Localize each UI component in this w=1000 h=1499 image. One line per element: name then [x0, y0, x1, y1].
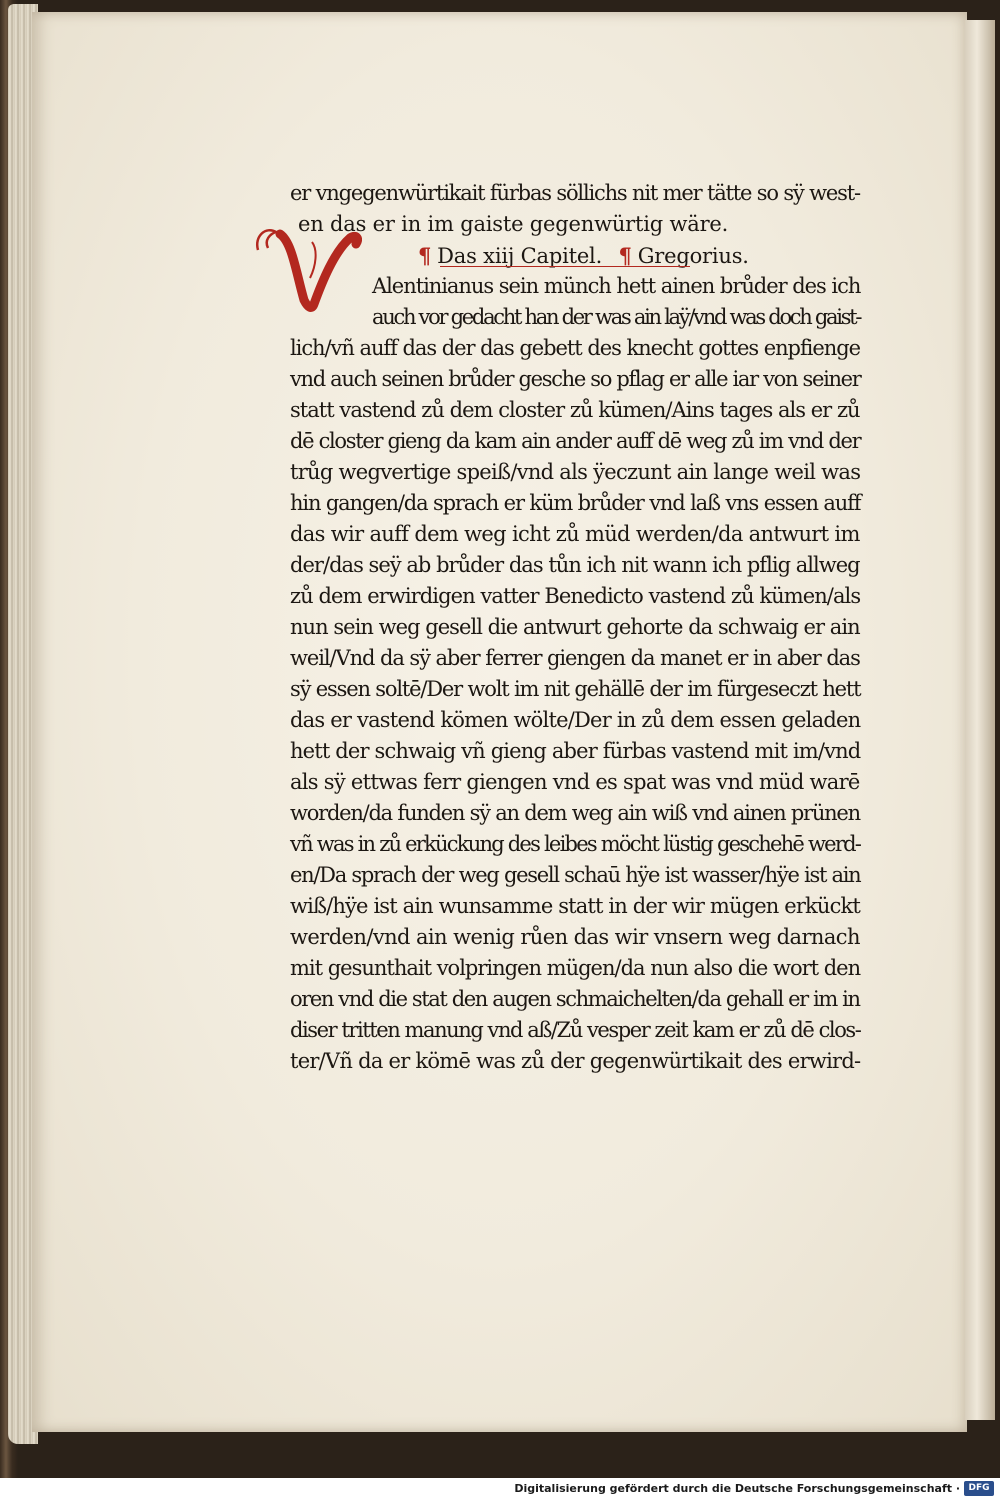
text-line: vnd auch seinen brůder gesche so pflag er alle iar von seiner [290, 367, 861, 391]
heading-rule [440, 266, 690, 267]
text-line: sÿ essen soltē/Der wolt im nit gehällē der im fürgeseczt hett [290, 677, 861, 701]
text-line: der/das seÿ ab brůder das tůn ich nit wann ich pflig allweg [290, 553, 860, 577]
text-line: ter/Vñ da er kömē was zů der gegenwürtikait des erwird- [290, 1049, 861, 1073]
chapter-heading [290, 240, 860, 271]
text-line: mit gesunthait volpringen mügen/da nun also die wort den [290, 956, 861, 980]
dfg-logo[interactable]: DFG [964, 1481, 994, 1496]
text-line: en/Da sprach der weg gesell schaū hÿe ist wasser/hÿe ist ain [290, 863, 861, 887]
text-line: en das er in im gaiste gegenwürtig wäre. [298, 212, 729, 236]
footer-credit: Digitalisierung gefördert durch die Deutsche Forschungsgemeinschaft · [514, 1482, 960, 1495]
text-line: diser tritten manung vnd aß/Zů vesper zeit kam er zů dē clos- [290, 1018, 861, 1042]
text-line: lich/vñ auff das der das gebett des knecht gottes enpfienge [290, 336, 860, 360]
text-line: worden/da funden sÿ an dem weg ain wiß vnd ainen prünen [290, 801, 860, 825]
text-line: zů dem erwirdigen vatter Benedicto vastend zů kümen/als [290, 584, 861, 608]
text-line: weil/Vnd da sÿ aber ferrer giengen da manet er in aber das [290, 646, 860, 670]
text-line: hett der schwaig vñ gieng aber fürbas vastend mit im/vnd [290, 739, 861, 763]
text-line: oren vnd die stat den augen schmaichelten/da gehall er im in [290, 987, 860, 1011]
text-line: als sÿ ettwas ferr giengen vnd es spat was vnd müd warē [290, 770, 860, 794]
text-line: auch vor gedacht han der was ain laÿ/vnd was doch gaist- [372, 305, 861, 329]
pilcrow-icon: ¶ [618, 243, 632, 268]
text-block [290, 178, 860, 1077]
pilcrow-icon: ¶ [418, 243, 432, 268]
text-line: vñ was in zů erkückung des leibes möcht lüstig geschehē werd- [290, 832, 861, 856]
text-line: dē closter gieng da kam ain ander auff dē weg zů im vnd der [290, 429, 861, 453]
book-gutter [965, 20, 995, 1420]
text-line: das wir auff dem weg icht zů müd werden/da antwurt im [290, 522, 860, 546]
text-line: er vngegenwürtikait fürbas söllichs nit mer tätte so sÿ west- [290, 181, 860, 205]
text-line: wiß/hÿe ist ain wunsamme statt in der wir mügen erkückt [290, 894, 860, 918]
text-line: nun sein weg gesell die antwurt gehorte da schwaig er ain [290, 615, 860, 639]
text-line: Alentinianus sein münch hett ainen brůder des ich [372, 274, 861, 298]
text-line: das er vastend kömen wölte/Der in zů dem essen geladen [290, 708, 861, 732]
digitization-footer [0, 1478, 1000, 1499]
text-line: trůg wegvertige speiß/vnd als ÿeczunt ain lange weil was [290, 460, 861, 484]
chapter-title: Das xiij Capitel. [437, 244, 603, 268]
chapter-author: Gregorius. [637, 244, 749, 268]
text-line: hin gangen/da sprach er küm brůder vnd laß vns essen auff [290, 491, 861, 515]
text-line: statt vastend zů dem closter zů kümen/Ains tages als er zů [290, 398, 860, 422]
text-line: werden/vnd ain wenig růen das wir vnsern weg darnach [290, 925, 860, 949]
